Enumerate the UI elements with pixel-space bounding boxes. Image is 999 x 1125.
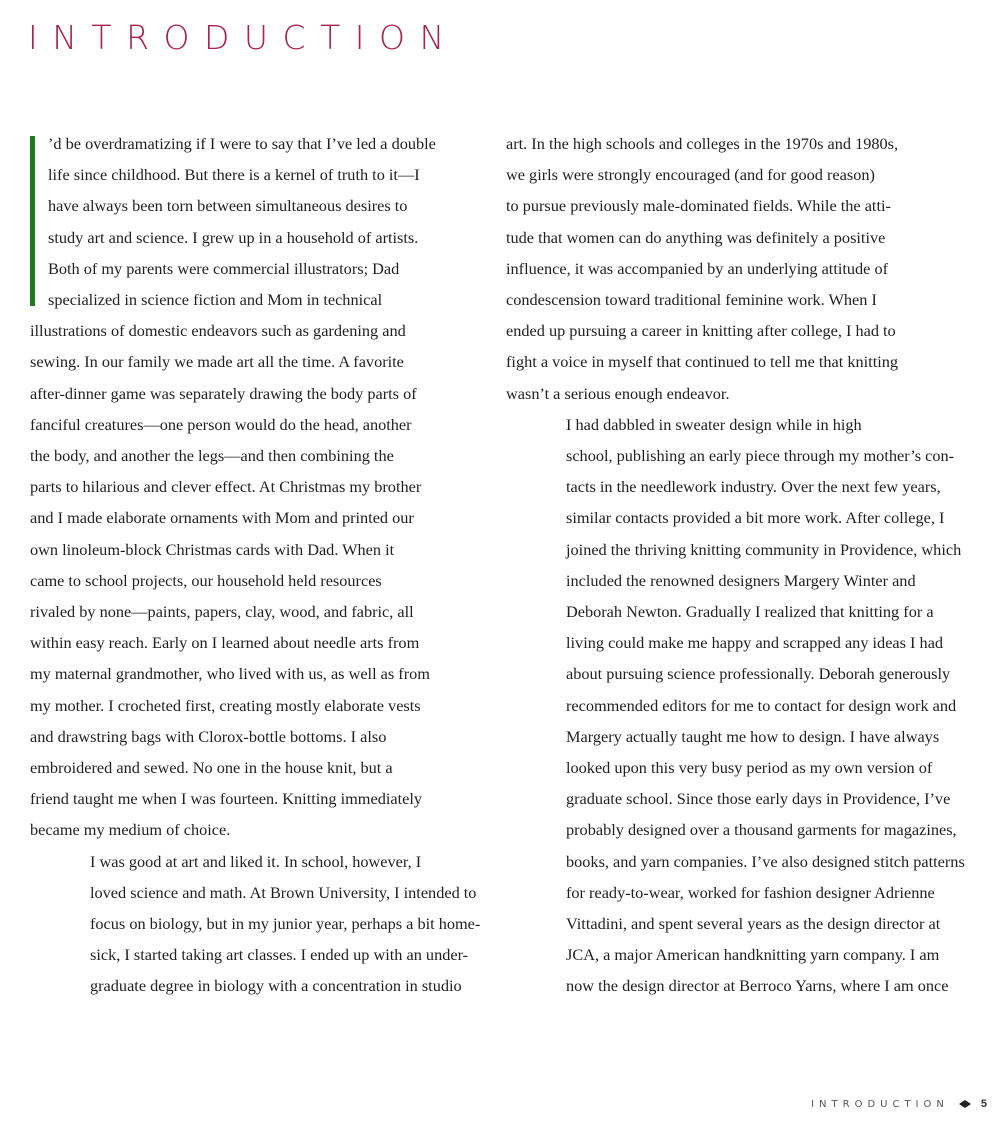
text-line: graduate school. Since those early days in Providence, I’ve (566, 789, 951, 809)
page-number: 5 (980, 1098, 987, 1110)
text-line: Deborah Newton. Gradually I realized that knitting for a (566, 602, 934, 622)
text-line: joined the thriving knitting community in Providence, which (566, 539, 962, 559)
left-column (30, 128, 481, 1002)
text-line: and I made elaborate ornaments with Mom and printed our (30, 508, 414, 528)
text-line: my maternal grandmother, who lived with us, as well as from (30, 664, 430, 684)
text-line: became my medium of choice. (30, 820, 231, 840)
text-line: books, and yarn companies. I’ve also designed stitch patterns (566, 851, 965, 871)
running-footer-label: INTRODUCTION (811, 1098, 949, 1110)
text-line: fanciful creatures—one person would do the head, another (30, 414, 412, 434)
text-line: similar contacts provided a bit more work. After college, I (566, 508, 945, 528)
text-line: focus on biology, but in my junior year, perhaps a bit home- (90, 914, 481, 934)
text-line: about pursuing science professionally. Deborah generously (566, 664, 951, 684)
text-line: ended up pursuing a career in knitting after college, I had to (506, 321, 896, 341)
text-line: graduate degree in biology with a concentration in studio (90, 976, 462, 996)
text-line: tacts in the needlework industry. Over the next few years, (566, 477, 941, 497)
text-line: embroidered and sewed. No one in the house knit, but a (30, 758, 393, 778)
right-column (506, 128, 965, 1002)
text-line: my mother. I crocheted first, creating mostly elaborate vests (30, 695, 421, 715)
text-line: specialized in science fiction and Mom in technical (48, 290, 383, 310)
text-line: and drawstring bags with Clorox-bottle bottoms. I also (30, 726, 387, 746)
text-line: life since childhood. But there is a kernel of truth to it—I (48, 165, 420, 185)
text-line: looked upon this very busy period as my own version of (566, 758, 933, 778)
left-paragraph-2 (30, 846, 481, 1002)
text-line: after-dinner game was separately drawing the body parts of (30, 383, 417, 403)
diamond-arrow-icon (959, 1099, 971, 1109)
text-line: I had dabbled in sweater design while in high (566, 414, 862, 434)
chapter-title: INTRODUCTION (28, 18, 459, 57)
right-paragraph-2 (506, 409, 965, 1002)
text-line: I was good at art and liked it. In school, however, I (90, 851, 422, 871)
text-line: came to school projects, our household held resources (30, 570, 382, 590)
text-line: probably designed over a thousand garments for magazines, (566, 820, 957, 840)
text-line: rivaled by none—paints, papers, clay, wood, and fabric, all (30, 602, 414, 622)
text-line: now the design director at Berroco Yarns, where I am once (566, 976, 949, 996)
text-line: to pursue previously male-dominated fields. While the atti- (506, 196, 891, 216)
text-line: friend taught me when I was fourteen. Knitting immediately (30, 789, 422, 809)
text-line: have always been torn between simultaneous desires to (48, 196, 408, 216)
text-line: JCA, a major American handknitting yarn company. I am (566, 945, 940, 965)
text-line: Vittadini, and spent several years as the design director at (566, 914, 941, 934)
text-line: Margery actually taught me how to design. I have always (566, 726, 940, 746)
right-paragraph-1 (506, 128, 926, 409)
text-line: influence, it was accompanied by an underlying attitude of (506, 258, 889, 278)
text-line: sick, I started taking art classes. I ended up with an under- (90, 945, 469, 965)
text-line: parts to hilarious and clever effect. At Christmas my brother (30, 477, 422, 497)
text-line: art. In the high schools and colleges in the 1970s and 1980s, (506, 134, 899, 153)
text-line: wasn’t a serious enough endeavor. (506, 383, 730, 403)
text-line: sewing. In our family we made art all the time. A favorite (30, 352, 404, 372)
text-line: condescension toward traditional feminine work. When I (506, 290, 877, 310)
text-line: we girls were strongly encouraged (and for good reason) (506, 165, 875, 185)
text-line: within easy reach. Early on I learned about needle arts from (30, 633, 420, 653)
left-paragraph-1 (30, 128, 452, 846)
text-line: tude that women can do anything was definitely a positive (506, 227, 886, 247)
text-line: included the renowned designers Margery Winter and (566, 570, 916, 590)
text-line: illustrations of domestic endeavors such as gardening and (30, 321, 406, 341)
page-footer (811, 1098, 987, 1110)
text-line: ’d be overdramatizing if I were to say that I’ve led a double (48, 134, 436, 153)
text-line: living could make me happy and scrapped any ideas I had (566, 633, 944, 653)
text-line: recommended editors for me to contact for design work and (566, 695, 957, 715)
text-line: own linoleum-block Christmas cards with Dad. When it (30, 539, 395, 559)
text-line: loved science and math. At Brown University, I intended to (90, 882, 477, 902)
text-line: fight a voice in myself that continued to tell me that knitting (506, 352, 899, 372)
text-line: the body, and another the legs—and then combining the (30, 446, 394, 466)
text-line: school, publishing an early piece through my mother’s con- (566, 446, 955, 466)
text-line: study art and science. I grew up in a household of artists. (48, 227, 419, 247)
text-line: for ready-to-wear, worked for fashion designer Adrienne (566, 882, 935, 902)
text-line: Both of my parents were commercial illustrators; Dad (48, 258, 400, 278)
